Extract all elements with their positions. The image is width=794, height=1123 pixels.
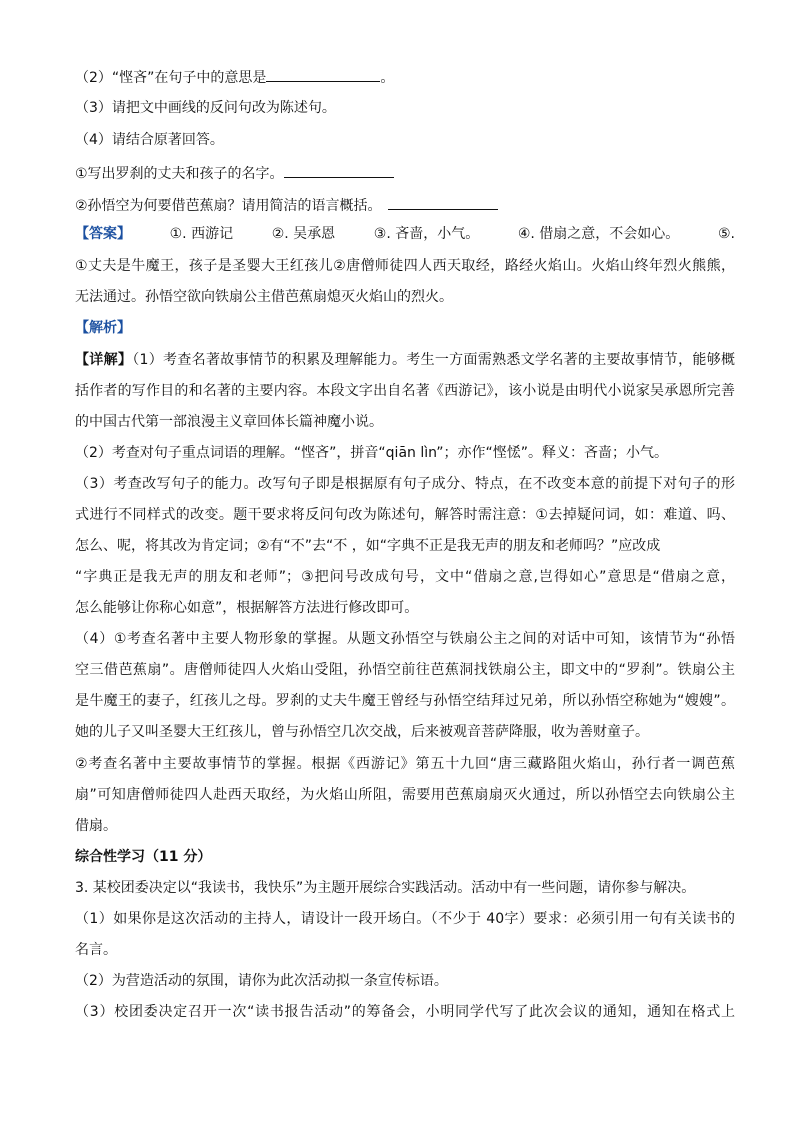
question-4-part-2: ②孙悟空为何要借芭蕉扇？请用简洁的语言概括。 [75, 194, 735, 216]
analysis-paragraph: 式进行不同样式的改变。题干要求将反问句改为陈述句，解答时需注意：①去掉疑问词，如：难道、吗、 [75, 507, 735, 523]
question-3-main: 3. 某校团委决定以“我读书，我快乐”为主题开展综合实践活动。活动中有一些问题，请你参与解决。 [75, 880, 696, 896]
answer-item: ①. 西游记 [169, 226, 234, 242]
question-3: （3）请把文中画线的反问句改为陈述句。 [75, 100, 336, 116]
analysis-paragraph: （3）考查改写句子的能力。改写句子即是根据原有句子成分、特点，在不改变本意的前提下对句子的形 [75, 476, 735, 492]
analysis-paragraph: ②考查名著中主要故事情节的掌握。根据《西游记》第五十九回“唐三藏路阻火焰山，孙行者一调芭蕉 [75, 756, 735, 772]
question-3-part: （2）为营造活动的氛围，请你为此次活动拟一条宣传标语。 [75, 973, 448, 989]
answer-item: ②. 吴承恩 [271, 226, 336, 242]
section-title: 综合性学习（11 分） [75, 849, 212, 865]
analysis-paragraph: （4）①考查名著中主要人物形象的掌握。从题文孙悟空与铁扇公主之间的对话中可知，该情节为“孙悟 [75, 631, 735, 647]
question-2: （2）“悭吝”在句子中的意思是 。 [75, 66, 735, 88]
answer-blank[interactable] [266, 66, 380, 82]
answer-text: ①丈夫是牛魔王，孩子是圣婴大王红孩儿②唐僧师徒四人西天取经，路经火焰山。火焰山终年烈火熊熊， [75, 258, 735, 274]
answer-blank[interactable] [284, 162, 394, 178]
question-4: （4）请结合原著回答。 [75, 132, 224, 148]
analysis-paragraph: 怎么、呢，将其改为肯定词；②有“不”去“不 ，如“字典不正是我无声的朋友和老师吗？”应改成 [75, 538, 661, 554]
question-3-part: （3）校团委决定召开一次“读书报告活动”的筹备会，小明同学代写了此次会议的通知，通知在格式上 [75, 1004, 735, 1020]
analysis-paragraph: 是牛魔王的妻子，红孩儿之母。罗刹的丈夫牛魔王曾经与孙悟空结拜过兄弟，所以孙悟空称她为“嫂嫂”。 [75, 693, 735, 709]
analysis-paragraph: 借扇。 [75, 818, 117, 834]
analysis-paragraph: 空三借芭蕉扇”。唐僧师徒四人火焰山受阻，孙悟空前往芭蕉洞找铁扇公主，即文中的“罗刹”。铁扇公主 [75, 662, 735, 678]
answer-item: ④. 借扇之意，不会如心。 [517, 226, 680, 242]
analysis-paragraph: 括作者的写作目的和名著的主要内容。本段文字出自名著《西游记》，该小说是由明代小说家吴承恩所完善 [75, 383, 735, 399]
analysis-paragraph: “字典正是我无声的朋友和老师”；③把问号改成句号，文中“借扇之意,岂得如心”意思是“借扇之意， [75, 569, 735, 585]
question-4-part-1: ①写出罗刹的丈夫和孩子的名字。 [75, 162, 735, 184]
analysis-paragraph: 扇”可知唐僧师徒四人赴西天取经，为火焰山所阻，需要用芭蕉扇扇灭火通过，所以孙悟空去向铁扇公主 [75, 787, 735, 803]
answer-item: ③. 吝啬，小气。 [373, 226, 480, 242]
analysis-paragraph: 【详解】（1）考查名著故事情节的积累及理解能力。考生一方面需熟悉文学名著的主要故事情节，能够概 [75, 352, 735, 368]
analysis-paragraph: （2）考查对句子重点词语的理解。“悭吝”，拼音“qiān lìn”；亦作“悭恡”。释义：吝啬；小气。 [75, 445, 668, 461]
answer-item: ⑤. [717, 226, 735, 242]
analysis-paragraph: 怎么能够让你称心如意”，根据解答方法进行修改即可。 [75, 600, 419, 616]
answer-blank[interactable] [388, 194, 498, 210]
question-3-part: （1）如果你是这次活动的主持人，请设计一段开场白。（不少于 40字）要求：必须引用一句有关读书的 [75, 911, 735, 927]
analysis-tag: 【解析】 [75, 320, 131, 336]
analysis-paragraph: 她的儿子又叫圣婴大王红孩儿，曾与孙悟空几次交战，后来被观音菩萨降服，收为善财童子。 [75, 724, 649, 740]
answer-tag: 【答案】 [75, 226, 131, 242]
answer-line [75, 224, 735, 244]
question-3-part: 名言。 [75, 942, 117, 958]
answer-text: 无法通过。孙悟空欲向铁扇公主借芭蕉扇熄灭火焰山的烈火。 [75, 289, 453, 305]
analysis-paragraph: 的中国古代第一部浪漫主义章回体长篇神魔小说。 [75, 414, 383, 430]
